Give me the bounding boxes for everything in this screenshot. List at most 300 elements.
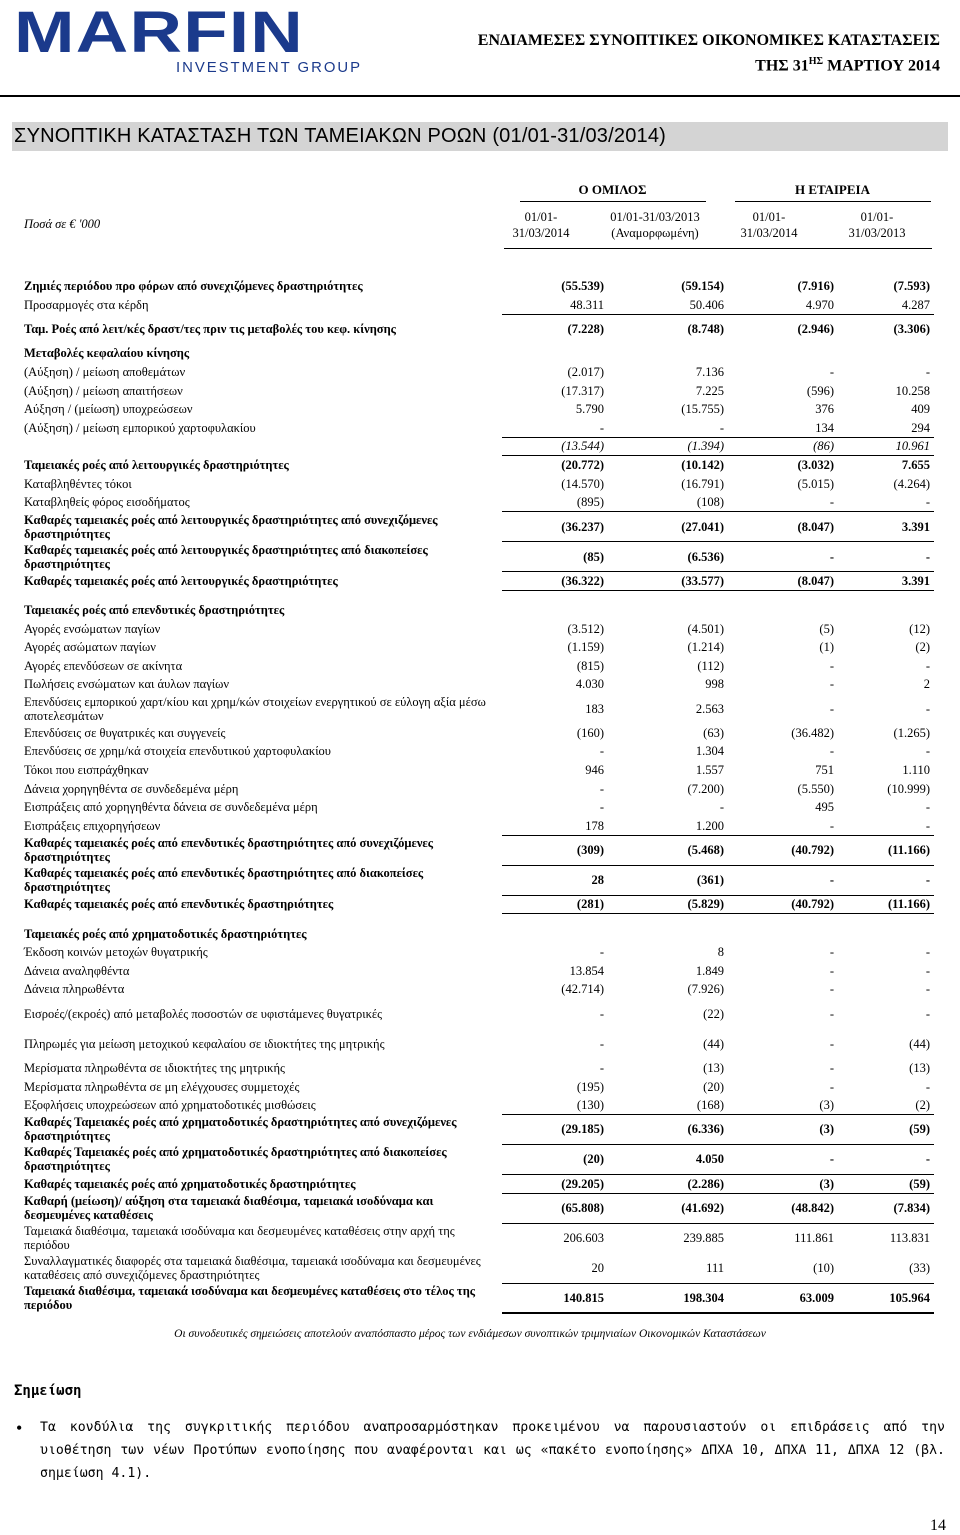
row-value: - <box>838 817 934 836</box>
row-value: - <box>829 365 834 380</box>
table-row <box>24 1144 934 1174</box>
row-value: (29.205) <box>502 1174 608 1193</box>
row-value <box>728 924 838 943</box>
row-value: 8 <box>717 945 724 960</box>
row-value: (44) <box>909 1036 930 1051</box>
row-value: (40.792) <box>728 835 838 865</box>
row-value: (7.916) <box>797 279 834 294</box>
table-row <box>24 724 934 743</box>
row-label: Συναλλαγματικές διαφορές στα ταμειακά διαθέσιμα, ταμειακά ισοδύναμα και δεσμευμένες καταθέσεις από συνεχιζόμενες δραστηριότητες <box>24 1254 481 1282</box>
row-value <box>502 924 608 943</box>
row-value: 4.030 <box>575 677 604 692</box>
row-label: Εξοφλήσεις υποχρεώσεων από χρηματοδοτικές μισθώσεις <box>24 1098 316 1113</box>
row-value: 140.815 <box>502 1283 608 1313</box>
table-row <box>24 419 934 438</box>
row-value: 1.849 <box>695 963 724 978</box>
row-value: 3.391 <box>838 572 934 591</box>
row-value: (33) <box>838 1253 934 1283</box>
table-row <box>24 924 934 943</box>
amounts-unit-label: Ποσά σε € '000 <box>24 217 101 231</box>
row-value: - <box>925 945 930 960</box>
row-value: - <box>728 542 838 572</box>
row-value: - <box>925 963 930 978</box>
row-value: (3.512) <box>567 621 604 636</box>
row-value: (108) <box>608 493 728 512</box>
row-label: Καθαρές ταμειακές ροές από επενδυτικές δραστηριότητες από συνεχιζόμενες δραστηριότητες <box>24 836 434 865</box>
row-value: (17.317) <box>561 383 604 398</box>
row-value: - <box>829 1006 834 1021</box>
row-value: (44) <box>703 1036 724 1051</box>
row-value: (5.550) <box>797 781 834 796</box>
table-row <box>24 363 934 382</box>
row-value: - <box>838 865 934 895</box>
row-value: 50.406 <box>608 296 728 315</box>
row-value: (11.166) <box>838 835 934 865</box>
row-value: 946 <box>585 763 604 778</box>
row-value: (5.829) <box>608 895 728 914</box>
row-value: 495 <box>815 800 834 815</box>
row-value: 111.861 <box>794 1231 834 1246</box>
row-value: (2.017) <box>567 365 604 380</box>
document-header <box>478 30 940 76</box>
row-value: (815) <box>576 658 604 673</box>
table-row <box>24 798 934 817</box>
row-value: (3) <box>728 1174 838 1193</box>
note-heading: Σημείωση <box>14 1383 82 1399</box>
row-label: Καθαρές ταμειακές ροές από λειτουργικές δραστηριότητες από διακοπείσες δραστηριότητες <box>24 542 428 571</box>
table-row <box>24 980 934 999</box>
row-label: (Αύξηση) / μείωση αποθεμάτων <box>24 365 186 380</box>
row-label: Αγορές ενσώματων παγίων <box>24 621 161 636</box>
row-value: 4.050 <box>608 1144 728 1174</box>
row-value <box>608 344 728 363</box>
row-value: - <box>728 817 838 836</box>
table-row <box>24 1077 934 1096</box>
row-value: (7.200) <box>687 781 724 796</box>
row-value: 28 <box>502 865 608 895</box>
row-value: - <box>925 982 930 997</box>
row-label: Δάνεια πληρωθέντα <box>24 982 125 997</box>
column-header: 01/01- 31/03/2013 <box>848 210 906 240</box>
row-value: (20) <box>703 1079 724 1094</box>
row-value: - <box>925 744 930 759</box>
row-value: - <box>838 1144 934 1174</box>
row-value: 1.200 <box>608 817 728 836</box>
row-value: 7.136 <box>695 365 724 380</box>
row-label <box>24 437 502 456</box>
row-value: - <box>599 1060 604 1075</box>
row-value: (16.791) <box>681 476 724 491</box>
row-value <box>608 924 728 943</box>
row-value: - <box>925 658 930 673</box>
row-label: Καταβληθέντες τόκοι <box>24 476 132 491</box>
row-value: 751 <box>815 763 834 778</box>
row-value: (13.544) <box>502 437 608 456</box>
row-value: (3) <box>728 1096 838 1115</box>
row-label: Ταμειακές ροές από χρηματοδοτικές δραστηριότητες <box>24 926 307 941</box>
row-value: - <box>838 493 934 512</box>
row-value: 2 <box>923 677 930 692</box>
row-value: 198.304 <box>608 1283 728 1313</box>
row-value <box>502 601 608 620</box>
table-row <box>24 1029 934 1059</box>
row-value: (5.468) <box>608 835 728 865</box>
row-label: Ζημιές περιόδου προ φόρων από συνεχιζόμενες δραστηριότητες <box>24 279 363 294</box>
table-row <box>24 1283 934 1313</box>
row-value <box>608 601 728 620</box>
bullet-icon: • <box>16 1418 23 1438</box>
row-value: (361) <box>608 865 728 895</box>
row-label: Εισπράξεις από χορηγηθέντα δάνεια σε συνδεδεμένα μέρη <box>24 800 318 815</box>
row-value: (85) <box>502 542 608 572</box>
row-value <box>728 344 838 363</box>
row-label: Μερίσματα πληρωθέντα σε ιδιοκτήτες της μητρικής <box>24 1060 285 1075</box>
row-value: 2.563 <box>695 701 724 716</box>
row-value: (42.714) <box>561 982 604 997</box>
row-label: Προσαρμογές στα κέρδη <box>24 297 149 312</box>
row-value: (112) <box>697 658 724 673</box>
row-value: 48.311 <box>502 296 608 315</box>
table-row <box>24 943 934 962</box>
row-value: - <box>728 1144 838 1174</box>
row-value: (48.842) <box>728 1193 838 1223</box>
row-value: (36.237) <box>502 512 608 542</box>
row-value: - <box>608 419 728 438</box>
table-row <box>24 456 934 475</box>
row-value: - <box>829 744 834 759</box>
row-value: 376 <box>815 402 834 417</box>
row-value: (11.166) <box>838 895 934 914</box>
row-value: - <box>925 365 930 380</box>
row-value: (40.792) <box>728 895 838 914</box>
row-value: (59.154) <box>681 279 724 294</box>
table-row <box>24 895 934 914</box>
row-value <box>728 601 838 620</box>
row-value: (281) <box>502 895 608 914</box>
row-value: - <box>829 1079 834 1094</box>
row-value: 1.304 <box>695 744 724 759</box>
row-value: (12) <box>909 621 930 636</box>
row-value: (15.755) <box>681 402 724 417</box>
row-value: (1.394) <box>608 437 728 456</box>
row-value: - <box>599 781 604 796</box>
column-header: 01/01- 31/03/2014 <box>512 210 570 240</box>
row-value: 5.790 <box>575 402 604 417</box>
row-label: (Αύξηση) / μείωση απαιτήσεων <box>24 383 183 398</box>
row-value: - <box>829 945 834 960</box>
row-value: 998 <box>705 677 724 692</box>
row-value: (2.286) <box>608 1174 728 1193</box>
table-row <box>24 1193 934 1223</box>
row-value: 409 <box>911 402 930 417</box>
table-row <box>24 638 934 657</box>
table-row <box>24 1253 934 1283</box>
row-label: Έκδοση κοινών μετοχών θυγατρικής <box>24 945 208 960</box>
row-value: (5.015) <box>797 476 834 491</box>
row-value: (20.772) <box>561 458 604 473</box>
logo-subtitle: INVESTMENT GROUP <box>176 59 362 76</box>
row-label: Επενδύσεις σε χρημ/κά στοιχεία επενδυτικού χαρτοφυλακίου <box>24 744 331 759</box>
row-value: - <box>829 658 834 673</box>
row-value: (1.265) <box>893 725 930 740</box>
section-spacer <box>24 590 934 601</box>
row-value: - <box>925 800 930 815</box>
row-value: (86) <box>728 437 838 456</box>
table-row <box>24 493 934 512</box>
row-value: (10) <box>728 1253 838 1283</box>
row-value: 7.655 <box>901 458 930 473</box>
table-row <box>24 1223 934 1253</box>
table-row <box>24 344 934 363</box>
row-label: Μεταβολές κεφαλαίου κίνησης <box>24 346 190 361</box>
row-value: - <box>829 1060 834 1075</box>
row-label: Αγορές ασώματων παγίων <box>24 640 156 655</box>
table-row <box>24 835 934 865</box>
row-value: - <box>829 1036 834 1051</box>
table-row <box>24 817 934 836</box>
row-value: (195) <box>576 1079 604 1094</box>
row-value: 4.287 <box>838 296 934 315</box>
table-row <box>24 512 934 542</box>
row-label: Δάνεια αναληφθέντα <box>24 963 130 978</box>
row-value: (2) <box>915 640 930 655</box>
table-row <box>24 742 934 761</box>
row-value: 7.225 <box>695 383 724 398</box>
row-value: 113.831 <box>889 1231 930 1246</box>
group-rule <box>520 201 706 202</box>
row-value: 4.970 <box>728 296 838 315</box>
row-value: - <box>599 945 604 960</box>
table-row <box>24 656 934 675</box>
row-value: 3.391 <box>838 512 934 542</box>
row-label: (Αύξηση) / μείωση εμπορικού χαρτοφυλακίου <box>24 420 256 435</box>
logo-wordmark: MARFIN <box>14 4 304 65</box>
row-value: - <box>925 1079 930 1094</box>
row-value: (5) <box>819 621 834 636</box>
header-line-1: ΕΝΔΙΑΜΕΣΕΣ ΣΥΝΟΠΤΙΚΕΣ ΟΙΚΟΝΟΜΙΚΕΣ ΚΑΤΑΣΤΑΣΕΙΣ <box>477 32 940 49</box>
table-row <box>24 961 934 980</box>
statement-title-band <box>12 122 948 151</box>
table-row <box>24 381 934 400</box>
row-value: - <box>719 800 724 815</box>
row-value: (7.834) <box>838 1193 934 1223</box>
row-label: Τόκοι που εισπράχθηκαν <box>24 763 149 778</box>
row-value: (6.536) <box>608 542 728 572</box>
row-value: (41.692) <box>608 1193 728 1223</box>
row-value: - <box>728 865 838 895</box>
row-value: (36.322) <box>502 572 608 591</box>
table-row <box>24 1096 934 1115</box>
row-value: (59) <box>838 1174 934 1193</box>
statement-title: ΣΥΝΟΠΤΙΚΗ ΚΑΤΑΣΤΑΣΗ ΤΩΝ ΤΑΜΕΙΑΚΩΝ ΡΟΩΝ (01/01-31/03/2014) <box>14 125 667 147</box>
row-value: (160) <box>576 725 604 740</box>
row-value: - <box>829 963 834 978</box>
row-label: Καθαρή (μείωση)/ αύξηση στα ταμειακά διαθέσιμα, ταμειακά ισοδύναμα και δεσμευμένες καταθέσεις <box>24 1194 434 1222</box>
page-number: 14 <box>930 1517 946 1534</box>
row-value: (130) <box>502 1096 608 1115</box>
table-row <box>24 675 934 694</box>
table-row <box>24 761 934 780</box>
row-value: (13) <box>703 1060 724 1075</box>
row-value: (2.946) <box>797 322 834 337</box>
table-row <box>24 296 934 315</box>
row-value: - <box>925 701 930 716</box>
row-value: (29.185) <box>502 1114 608 1144</box>
row-value: (309) <box>502 835 608 865</box>
row-label: Ταμειακά διαθέσιμα, ταμειακά ισοδύναμα και δεσμευμένες καταθέσεις στο τέλος της περιόδου <box>24 1284 476 1312</box>
row-value: (3.306) <box>893 322 930 337</box>
table-row <box>24 779 934 798</box>
row-label: Καθαρές ταμειακές ροές από λειτουργικές δραστηριότητες από συνεχιζόμενες δραστηριότητες <box>24 512 438 541</box>
row-label: Επενδύσεις σε θυγατρικές και συγγενείς <box>24 725 226 740</box>
row-label: Πληρωμές για μείωση μετοχικού κεφαλαίου σε ιδιοκτήτες της μητρικής <box>24 1036 385 1051</box>
row-value: (27.041) <box>608 512 728 542</box>
row-value: - <box>925 1006 930 1021</box>
table-row <box>24 400 934 419</box>
column-header-rule <box>504 248 932 249</box>
row-value: (7.228) <box>567 322 604 337</box>
row-label: Ταμ. Ροές από λειτ/κές δραστ/τες πριν τις μεταβολές του κεφ. κίνησης <box>24 322 396 337</box>
company-rule <box>735 201 931 202</box>
row-value: (895) <box>502 493 608 512</box>
row-value: (3) <box>728 1114 838 1144</box>
row-value: (36.482) <box>791 725 834 740</box>
row-label: Επενδύσεις εμπορικού χαρτ/κίου και χρημ/κών στοιχείων ενεργητικού σε εύλογη αξία μέσω αποτελεσμάτων <box>24 694 486 723</box>
row-value: (2) <box>838 1096 934 1115</box>
row-value: (3.032) <box>797 458 834 473</box>
row-label: Δάνεια χορηγηθέντα σε συνδεδεμένα μέρη <box>24 781 239 796</box>
row-value: (10.999) <box>887 781 930 796</box>
row-value: (4.501) <box>687 621 724 636</box>
table-row <box>24 1114 934 1144</box>
row-value: 1.557 <box>695 763 724 778</box>
row-label: Ταμειακές ροές από λειτουργικές δραστηριότητες <box>24 458 289 473</box>
row-value: (8.047) <box>728 512 838 542</box>
cash-flow-table <box>24 277 934 1314</box>
footnote: Οι συνοδευτικές σημειώσεις αποτελούν αναπόσπαστο μέρος των ενδιάμεσων συνοπτικών τριμηνιαίων Οικονομικών Καταστάσεων <box>174 1328 766 1340</box>
table-row <box>24 619 934 638</box>
row-value: (33.577) <box>608 572 728 591</box>
row-value: - <box>502 419 608 438</box>
table-row <box>24 865 934 895</box>
row-value: (10.142) <box>681 458 724 473</box>
row-value: 183 <box>585 701 604 716</box>
row-label: Καθαρές ταμειακές ροές από επενδυτικές δραστηριότητες <box>24 897 334 912</box>
row-value: (6.336) <box>608 1114 728 1144</box>
row-value: - <box>829 677 834 692</box>
row-value: (7.593) <box>893 279 930 294</box>
row-label: Εισροές/(εκροές) από μεταβολές ποσοστών σε υφιστάμενες θυγατρικές <box>24 1006 383 1021</box>
row-value: (55.539) <box>561 279 604 294</box>
row-value: 10.258 <box>895 383 930 398</box>
row-value: (59) <box>838 1114 934 1144</box>
table-row <box>24 572 934 591</box>
row-value: 206.603 <box>563 1231 604 1246</box>
row-value: 294 <box>838 419 934 438</box>
section-spacer <box>24 914 934 925</box>
row-label: Ταμειακά διαθέσιμα, ταμειακά ισοδύναμα και δεσμευμένες καταθέσεις στην αρχή της περιόδου <box>24 1224 455 1252</box>
row-label: Καθαρές ταμειακές ροές από επενδυτικές δραστηριότητες από διακοπείσες δραστηριότητες <box>24 866 424 895</box>
row-value: 178 <box>502 817 608 836</box>
row-value: 10.961 <box>838 437 934 456</box>
row-value: (65.808) <box>502 1193 608 1223</box>
table-row <box>24 474 934 493</box>
company-heading: Η ΕΤΑΙΡΕΙΑ <box>795 182 870 197</box>
note-text: Τα κονδύλια της συγκριτικής περιόδου αναπροσαρμόστηκαν προκειμένου να παρουσιαστούν οι επιδράσεις από την υιοθέτηση των νέων Προτύπων ενοποίησης που αναφέρονται και ως «πακέτο ενοποίησης» ΔΠΧΑ 10, ΔΠΧΑ 11, ΔΠΧΑ 12 (βλ. σημείωση 4.1). <box>40 1420 945 1481</box>
row-value <box>838 344 934 363</box>
table-row <box>24 1059 934 1078</box>
marfin-logo <box>14 4 364 76</box>
row-value: - <box>599 800 604 815</box>
row-value: (596) <box>806 383 834 398</box>
row-label: Πωλήσεις ενσώματων και άυλων παγίων <box>24 677 229 692</box>
row-value: - <box>599 1006 604 1021</box>
row-value: 1.110 <box>902 763 930 778</box>
row-value: 20 <box>502 1253 608 1283</box>
row-value: (20) <box>502 1144 608 1174</box>
row-value: - <box>829 982 834 997</box>
row-value: (7.926) <box>687 982 724 997</box>
row-value <box>838 924 934 943</box>
row-value: 111 <box>608 1253 728 1283</box>
row-label: Καθαρές ταμειακές ροές από λειτουργικές δραστηριότητες <box>24 573 338 588</box>
row-label: Εισπράξεις επιχορηγήσεων <box>24 818 161 833</box>
column-header: 01/01- 31/03/2014 <box>740 210 798 240</box>
row-value: 13.854 <box>569 963 604 978</box>
row-value: (63) <box>703 725 724 740</box>
row-value <box>838 601 934 620</box>
row-label: Μερίσματα πληρωθέντα σε μη ελέγχουσες συμμετοχές <box>24 1079 300 1094</box>
row-label: Αύξηση / (μείωση) υποχρεώσεων <box>24 402 193 417</box>
row-value: 63.009 <box>728 1283 838 1313</box>
row-value: 134 <box>728 419 838 438</box>
row-value: (4.264) <box>893 476 930 491</box>
table-row <box>24 1174 934 1193</box>
row-label: Καταβληθείς φόρος εισοδήματος <box>24 495 190 510</box>
row-value <box>502 344 608 363</box>
row-value: - <box>599 744 604 759</box>
row-value: (1.159) <box>567 640 604 655</box>
row-value: (8.748) <box>687 322 724 337</box>
row-value: 105.964 <box>838 1283 934 1313</box>
row-value: (8.047) <box>728 572 838 591</box>
row-value: (1.214) <box>687 640 724 655</box>
header-line-2: ΤΗΣ $31^{H\Sigma}$ ΜΑΡΤΙΟΥ 2014 <box>755 56 940 75</box>
row-label: Καθαρές ταμειακές ροές από χρηματοδοτικές δραστηριότητες <box>24 1176 356 1191</box>
row-value: (14.570) <box>561 476 604 491</box>
table-row <box>24 601 934 620</box>
row-value: 239.885 <box>683 1231 724 1246</box>
row-value: (168) <box>608 1096 728 1115</box>
table-row <box>24 437 934 456</box>
header-rule <box>0 95 960 97</box>
row-label: Αγορές επενδύσεων σε ακίνητα <box>24 658 183 673</box>
row-value: - <box>838 542 934 572</box>
row-value: (22) <box>703 1006 724 1021</box>
row-value: - <box>599 1036 604 1051</box>
table-row <box>24 999 934 1029</box>
row-value: (1) <box>819 640 834 655</box>
row-value: (13) <box>909 1060 930 1075</box>
table-row <box>24 542 934 572</box>
row-label: Καθαρές Ταμειακές ροές από χρηματοδοτικές δραστηριότητες από συνεχιζόμενες δραστηριότητες <box>24 1115 457 1144</box>
table-row <box>24 277 934 296</box>
row-value: - <box>728 493 838 512</box>
table-row <box>24 694 934 724</box>
table-row <box>24 314 934 344</box>
row-label: Καθαρές Ταμειακές ροές από χρηματοδοτικές δραστηριότητες από διακοπείσες δραστηριότητες <box>24 1145 447 1174</box>
row-value: - <box>829 701 834 716</box>
